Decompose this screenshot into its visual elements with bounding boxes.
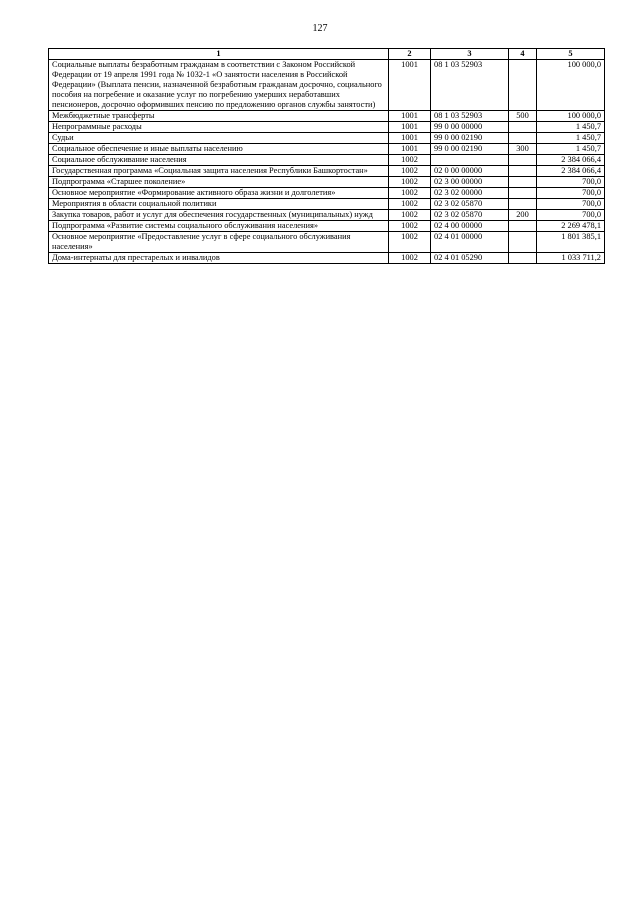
table-header-row [49,49,605,60]
row-code: 02 3 02 05870 [431,199,509,210]
row-amount: 1 033 711,2 [537,253,605,264]
row-amount: 700,0 [537,199,605,210]
row-amount: 100 000,0 [537,60,605,111]
table-row [49,133,605,144]
row-section: 1002 [389,155,431,166]
header-col-3: 3 [431,49,509,60]
row-exp-type [509,232,537,253]
row-name: Межбюджетные трансферты [49,111,389,122]
row-exp-type [509,133,537,144]
row-section: 1001 [389,133,431,144]
table-row [49,155,605,166]
header-col-1: 1 [49,49,389,60]
row-name: Непрограммные расходы [49,122,389,133]
header-col-5: 5 [537,49,605,60]
row-section: 1002 [389,210,431,221]
row-section: 1001 [389,122,431,133]
row-amount: 2 384 066,4 [537,155,605,166]
row-code: 99 0 00 02190 [431,133,509,144]
row-amount: 1 450,7 [537,144,605,155]
header-col-4: 4 [509,49,537,60]
row-section: 1002 [389,221,431,232]
row-name: Подпрограмма «Старшее поколение» [49,177,389,188]
row-section: 1002 [389,199,431,210]
table-row [49,232,605,253]
row-code: 02 3 02 05870 [431,210,509,221]
table-row [49,210,605,221]
row-code: 02 0 00 00000 [431,166,509,177]
table-row [49,60,605,111]
row-amount: 100 000,0 [537,111,605,122]
row-name: Закупка товаров, работ и услуг для обеспечения государственных (муниципальных) нужд [49,210,389,221]
table-row [49,188,605,199]
row-name: Основное мероприятие «Предоставление услуг в сфере социального обслуживания населения» [49,232,389,253]
row-name: Социальное обеспечение и иные выплаты населению [49,144,389,155]
row-section: 1002 [389,177,431,188]
table-row [49,253,605,264]
row-amount: 2 269 478,1 [537,221,605,232]
row-code: 02 3 02 00000 [431,188,509,199]
row-section: 1001 [389,111,431,122]
row-exp-type [509,188,537,199]
row-section: 1001 [389,60,431,111]
row-name: Государственная программа «Социальная защита населения Республики Башкортостан» [49,166,389,177]
row-amount: 1 801 385,1 [537,232,605,253]
row-amount: 1 450,7 [537,133,605,144]
row-section: 1002 [389,232,431,253]
row-code: 08 1 03 52903 [431,111,509,122]
budget-table [48,48,605,264]
row-name: Судьи [49,133,389,144]
row-code: 02 4 01 05290 [431,253,509,264]
row-exp-type [509,177,537,188]
row-exp-type [509,122,537,133]
row-code: 02 3 00 00000 [431,177,509,188]
row-code: 99 0 00 00000 [431,122,509,133]
row-exp-type: 300 [509,144,537,155]
row-exp-type [509,155,537,166]
row-amount: 700,0 [537,177,605,188]
row-name: Основное мероприятие «Формирование активного образа жизни и долголетия» [49,188,389,199]
table-row [49,177,605,188]
row-code: 02 4 00 00000 [431,221,509,232]
row-name: Социальные выплаты безработным гражданам в соответствии с Законом Российской Федерации от 19 апреля 1991 года № 1032-1 «О занятости населения в Российской Федерации» (Выплата пенсии, назначенной безработным гражданам досрочно, социального пособия на погребение и оказание услуг по погребению умерших неработавших пенсионеров, досрочно оформивших пенсию по предложению органов службы занятости) [49,60,389,111]
row-code: 02 4 01 00000 [431,232,509,253]
row-section: 1002 [389,166,431,177]
row-code: 99 0 00 02190 [431,144,509,155]
table-row [49,122,605,133]
row-exp-type [509,199,537,210]
row-name: Мероприятия в области социальной политики [49,199,389,210]
row-exp-type [509,221,537,232]
row-amount: 700,0 [537,188,605,199]
row-code: 08 1 03 52903 [431,60,509,111]
table-row [49,221,605,232]
row-exp-type [509,166,537,177]
row-amount: 2 384 066,4 [537,166,605,177]
row-amount: 1 450,7 [537,122,605,133]
table-row [49,166,605,177]
row-exp-type [509,60,537,111]
row-exp-type [509,253,537,264]
row-exp-type: 500 [509,111,537,122]
row-section: 1002 [389,253,431,264]
row-section: 1001 [389,144,431,155]
row-code [431,155,509,166]
page-number: 127 [312,23,328,34]
table-row [49,111,605,122]
header-col-2: 2 [389,49,431,60]
row-exp-type: 200 [509,210,537,221]
row-name: Дома-интернаты для престарелых и инвалидов [49,253,389,264]
table-row [49,144,605,155]
row-name: Подпрограмма «Развитие системы социального обслуживания населения» [49,221,389,232]
row-name: Социальное обслуживание населения [49,155,389,166]
row-amount: 700,0 [537,210,605,221]
table-row [49,199,605,210]
row-section: 1002 [389,188,431,199]
